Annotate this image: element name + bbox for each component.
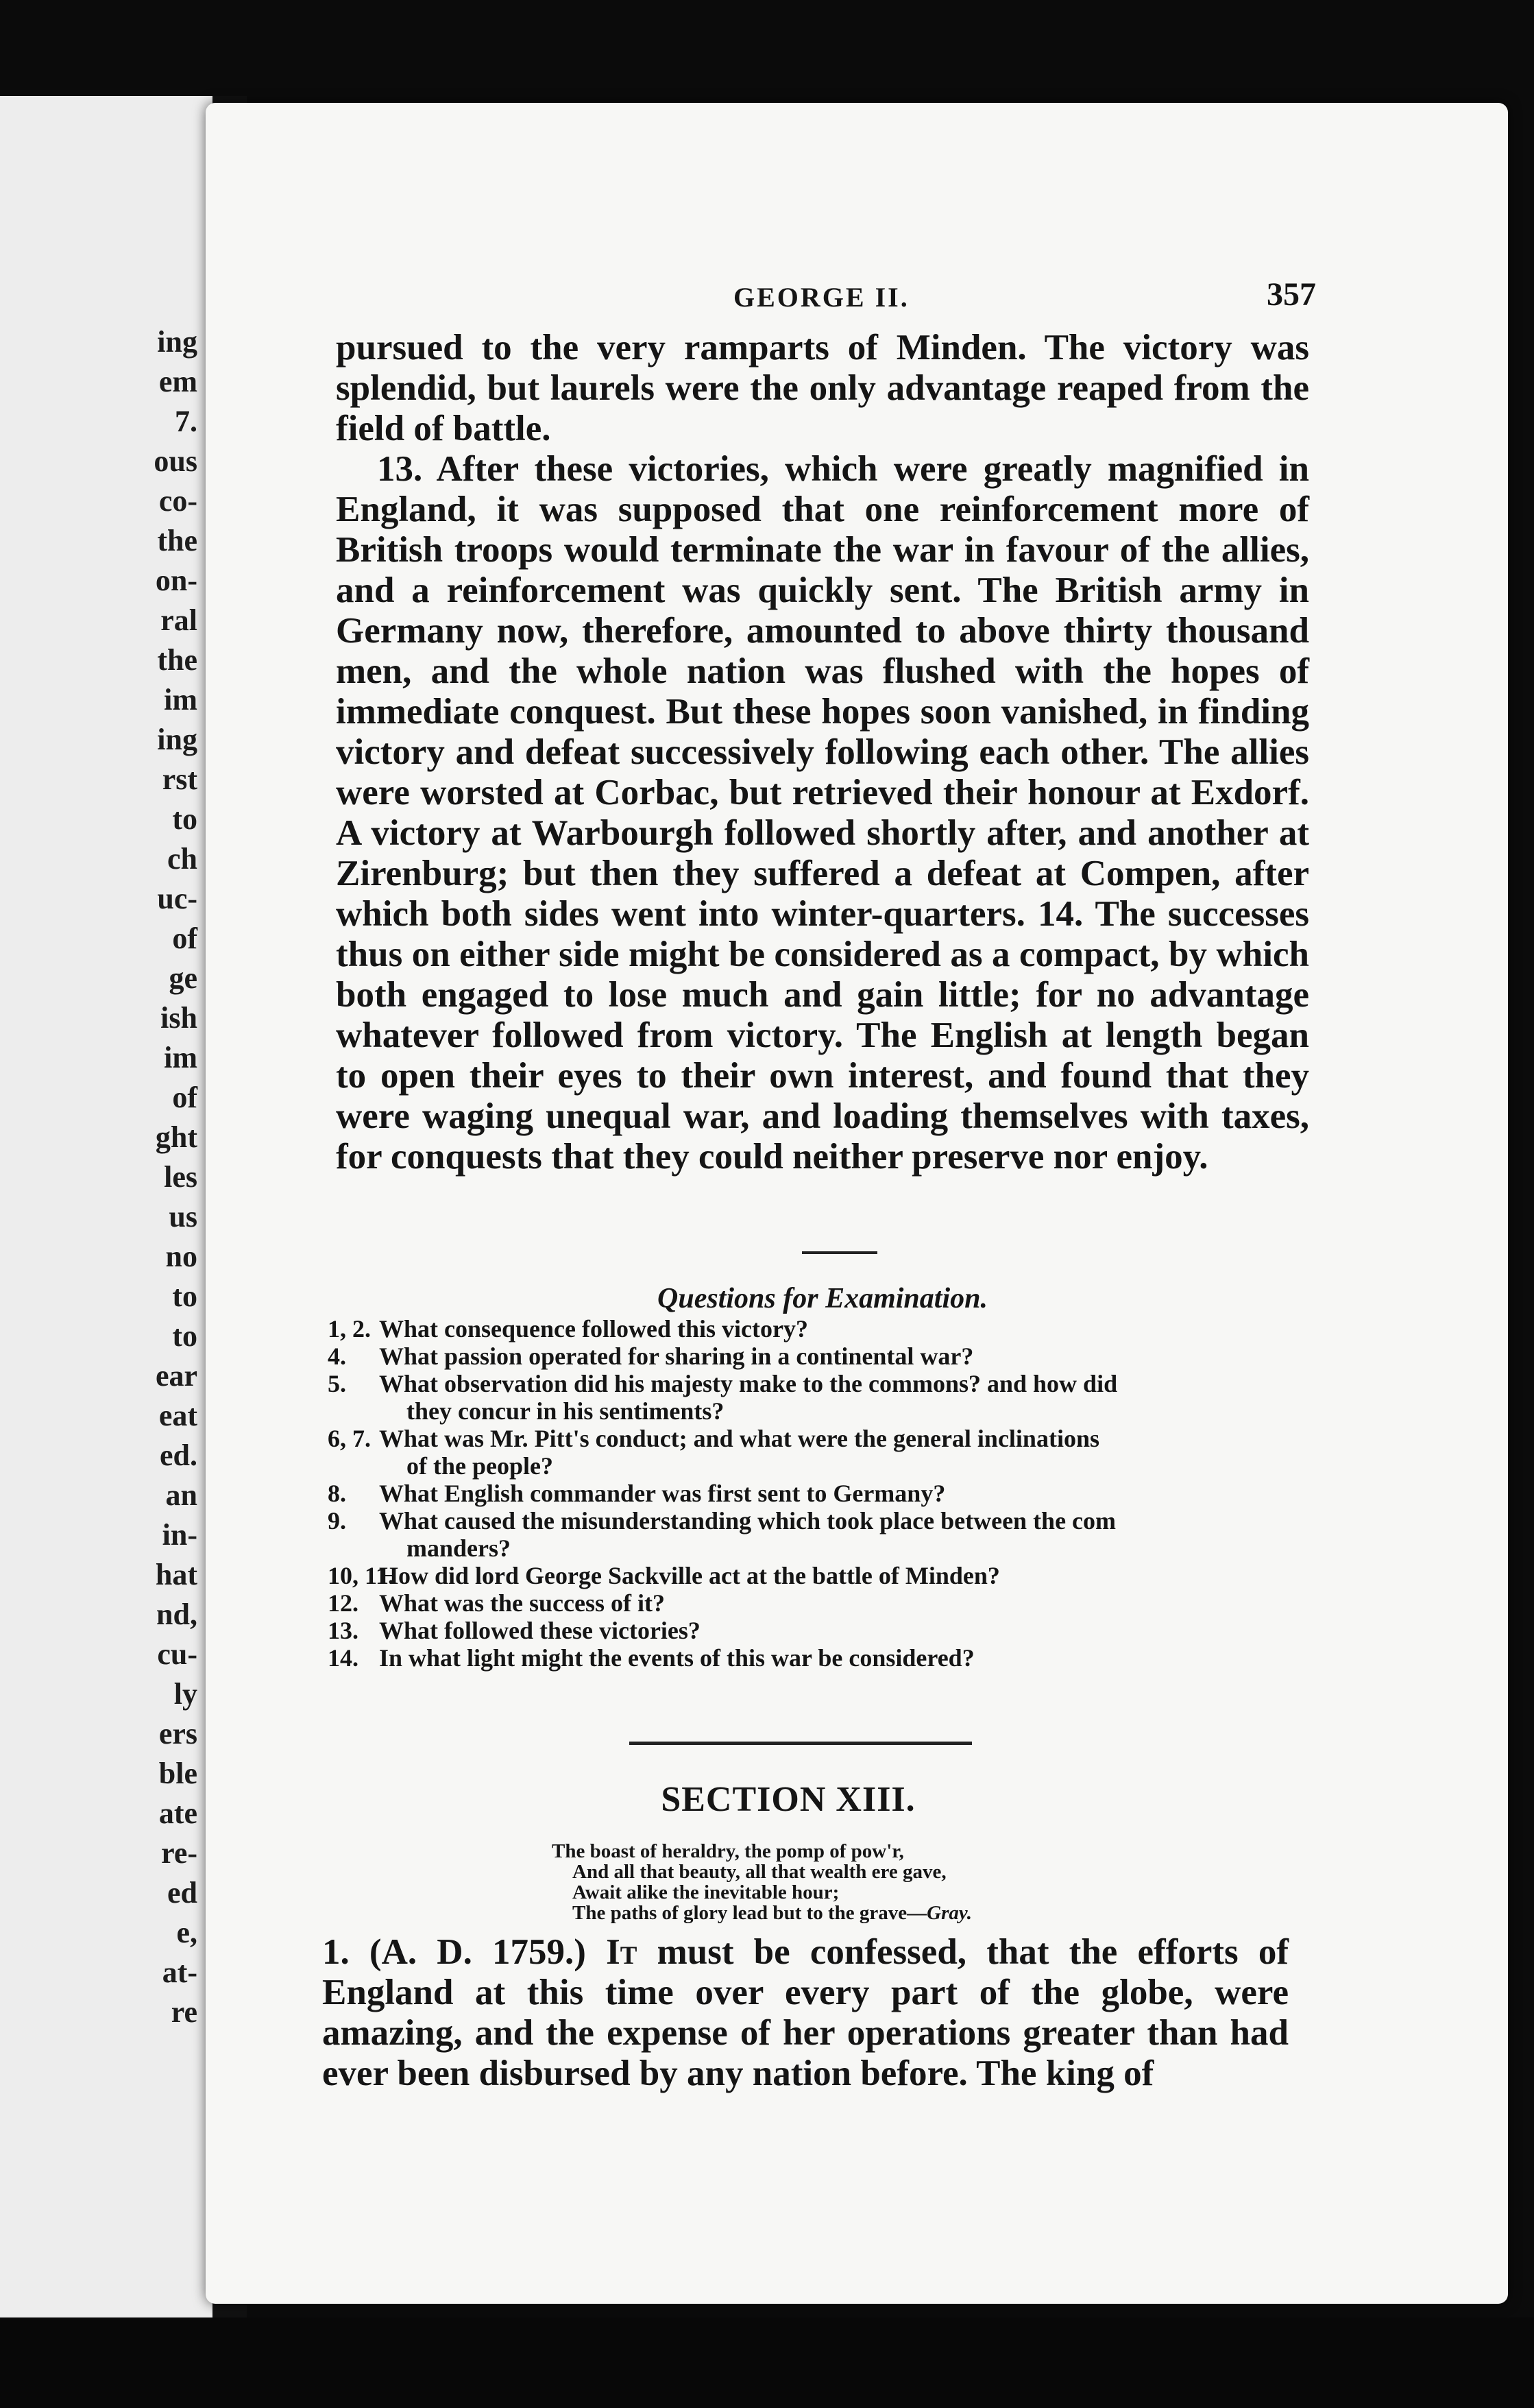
facing-page-fragment: ish: [160, 1001, 197, 1035]
question-number: 1, 2.: [328, 1315, 371, 1343]
question-number: 6, 7.: [328, 1425, 371, 1452]
epigraph-line: [552, 1903, 1169, 1923]
facing-page-fragment: ble: [158, 1757, 197, 1790]
main-text: [336, 328, 1309, 1177]
facing-page-fragment: co-: [158, 484, 197, 518]
question-text: How did lord George Sackville act at the battle of Minden?: [379, 1562, 1000, 1589]
facing-page-fragment: cu-: [157, 1637, 197, 1671]
question-number: 14.: [328, 1644, 358, 1672]
epigraph-line: Await alike the inevitable hour;: [572, 1881, 840, 1903]
question-number: 8.: [328, 1480, 346, 1507]
question-item: [328, 1617, 1301, 1644]
question-text: What passion operated for sharing in a continental war?: [379, 1343, 974, 1370]
question-text-continued: they concur in his sentiments?: [406, 1397, 725, 1425]
facing-page-fragment: ers: [158, 1717, 197, 1750]
facing-page-fragment: of: [172, 922, 197, 955]
facing-page-text-fragments: [154, 322, 197, 2032]
facing-page-fragment: ate: [158, 1796, 197, 1830]
question-text: What followed these victories?: [379, 1617, 701, 1644]
epigraph: [552, 1841, 1169, 1923]
facing-page-fragment: at-: [162, 1955, 197, 1989]
epigraph-line: The boast of heraldry, the pomp of pow'r,: [552, 1840, 904, 1862]
facing-page-fragment: ed: [167, 1876, 197, 1910]
facing-page-fragment: ed.: [160, 1438, 197, 1472]
question-item: [328, 1589, 1301, 1617]
section-paragraph-1: [322, 1932, 1289, 2094]
scan-bottom-edge: [0, 2317, 1534, 2408]
question-item: [328, 1480, 1301, 1507]
epigraph-line: And all that beauty, all that wealth ere gave,: [572, 1861, 947, 1883]
facing-page-fragment: ral: [160, 603, 197, 637]
section-title: SECTION XIII.: [661, 1780, 916, 1819]
facing-page-fragment: ght: [155, 1120, 197, 1154]
question-text: In what light might the events of this war be considered?: [379, 1644, 975, 1672]
facing-page-fragment: ge: [169, 961, 197, 995]
paragraph-13: 13. After these victories, which were greatly magnified in England, it was supposed that one reinforcement more of British troops would terminate the war in favour of the allies, and a reinforcement was quickly sent. The British army in Germany now, therefore, amounted to above thirty thousand men, and the whole nation was flushed with the hopes of immediate conquest. But these hopes soon vanished, in finding victory and defeat successively following each other. The allies were worsted at Corbac, but retrieved their honour at Exdorf. A victory at Warbourgh followed shortly after, and another at Zirenburg; but then they suffered a defeat at Compen, after which both sides went into winter-quarters. 14. The successes thus on either side might be considered as a compact, by which both engaged to lose much and gain little; for no advantage whatever followed from victory. The English at length began to open their eyes to their own interest, and found that they were waging unequal war, and loading themselves with taxes, for conquests that they could neither preserve nor enjoy.: [336, 449, 1309, 1177]
facing-page-fragment: the: [157, 524, 197, 557]
facing-page-fragment: ing: [157, 325, 197, 359]
facing-page-fragment: les: [164, 1160, 197, 1194]
facing-page-fragment: eat: [158, 1399, 197, 1432]
running-header: [733, 276, 1316, 313]
paragraph-lead: 1. (A. D. 1759.): [322, 1932, 607, 1972]
facing-page-fragment: re: [171, 1995, 197, 2029]
facing-page-fragment: ly: [173, 1677, 197, 1711]
question-number: 12.: [328, 1589, 358, 1617]
facing-page-fragment: the: [157, 643, 197, 677]
question-item: [328, 1315, 1301, 1343]
question-item: [328, 1370, 1301, 1425]
question-number: 4.: [328, 1343, 346, 1370]
running-title: GEORGE II.: [733, 282, 910, 313]
question-text: What English commander was first sent to Germany?: [379, 1480, 946, 1507]
question-text: What was Mr. Pitt's conduct; and what were the general inclinations: [379, 1425, 1099, 1452]
facing-page-fragment: on-: [155, 564, 197, 597]
question-text-continued: manders?: [406, 1534, 511, 1562]
facing-page-fragment: re-: [161, 1836, 197, 1870]
facing-page-fragment: uc-: [157, 882, 197, 915]
facing-page-fragment: im: [164, 1041, 197, 1074]
facing-page-fragment: e,: [176, 1916, 197, 1949]
facing-page-fragment: of: [172, 1081, 197, 1114]
facing-page-fragment: ous: [154, 444, 197, 478]
epigraph-attribution: Gray.: [927, 1902, 972, 1924]
facing-page-fragment: rst: [162, 762, 197, 796]
facing-page-fragment: nd,: [156, 1598, 197, 1631]
question-text-continued: of the people?: [406, 1452, 553, 1480]
page-number: 357: [1267, 276, 1316, 313]
epigraph-line-text: The paths of glory lead but to the grave—: [572, 1902, 927, 1924]
paragraph-initial-word: It: [606, 1932, 637, 1972]
facing-page-fragment: to: [172, 1279, 197, 1313]
question-number: 9.: [328, 1507, 346, 1534]
facing-page-fragment: us: [169, 1200, 197, 1233]
facing-page-fragment: ear: [155, 1359, 197, 1393]
question-text: What consequence followed this victory?: [379, 1315, 808, 1343]
question-number: 10, 11.: [328, 1562, 395, 1589]
facing-page-fragment: hat: [155, 1558, 197, 1591]
paragraph-continued: pursued to the very ramparts of Minden. The victory was splendid, but laurels were the only advantage reaped from the field of battle.: [336, 328, 1309, 448]
question-text: What was the success of it?: [379, 1589, 665, 1617]
question-item: [328, 1425, 1301, 1480]
facing-page-fragment: an: [165, 1478, 197, 1512]
paragraph-text: must be confessed, that the efforts of England at this time over every part of the globe, were amazing, and the expense of her operations greater than had ever been disbursed by any nation before. The king of: [322, 1932, 1289, 2093]
divider-long: [629, 1742, 972, 1745]
facing-page-fragment: ch: [167, 842, 197, 876]
facing-page-fragment: in-: [162, 1518, 197, 1552]
facing-page: [0, 96, 212, 2317]
facing-page-fragment: em: [158, 365, 197, 398]
question-item: [328, 1644, 1301, 1672]
facing-page-fragment: no: [165, 1240, 197, 1273]
facing-page-fragment: to: [172, 1319, 197, 1353]
question-item: [328, 1507, 1301, 1562]
questions-list: [328, 1315, 1301, 1672]
question-number: 5.: [328, 1370, 346, 1397]
question-number: 13.: [328, 1617, 358, 1644]
question-text: What observation did his majesty make to the commons? and how did: [379, 1370, 1118, 1397]
facing-page-fragment: ing: [157, 723, 197, 756]
question-text: What caused the misunderstanding which took place between the com: [379, 1507, 1117, 1534]
question-item: [328, 1562, 1301, 1589]
facing-page-fragment: to: [172, 802, 197, 836]
question-item: [328, 1343, 1301, 1370]
facing-page-fragment: 7.: [175, 405, 197, 438]
divider-short: [802, 1251, 877, 1254]
facing-page-fragment: im: [164, 683, 197, 717]
questions-title: Questions for Examination.: [657, 1283, 988, 1314]
